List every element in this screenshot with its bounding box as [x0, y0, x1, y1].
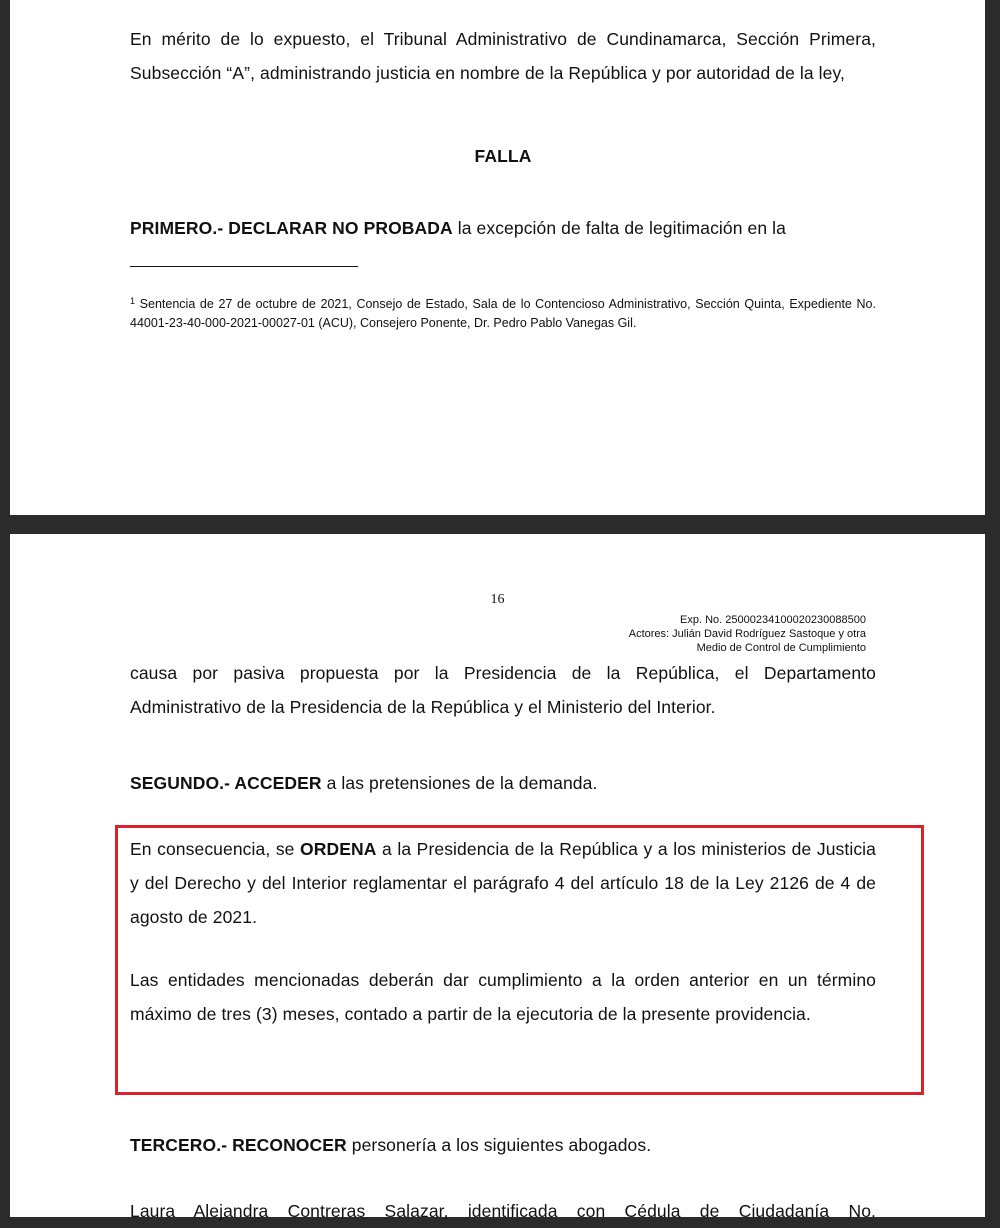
segundo-label: SEGUNDO.- ACCEDER	[130, 773, 322, 793]
header-actores: Actores: Julián David Rodríguez Sastoque y otra	[628, 628, 866, 640]
primero-label: PRIMERO.- DECLARAR NO PROBADA	[130, 218, 453, 238]
footnote-number: 1	[130, 296, 136, 306]
footnote	[130, 292, 876, 333]
tercero-label: TERCERO.- RECONOCER	[130, 1135, 347, 1155]
laura-paragraph: Laura Alejandra Contreras Salazar, identificada con Cédula de Ciudadanía No.	[130, 1201, 876, 1221]
segundo-paragraph	[130, 766, 876, 800]
intro-paragraph: En mérito de lo expuesto, el Tribunal Administrativo de Cundinamarca, Sección Primera, Subsección “A”, administrando justicia en nombre de la República y por autoridad de la ley,	[130, 29, 876, 83]
segundo-text: a las pretensiones de la demanda.	[321, 773, 598, 793]
tercero-text: personería a los siguientes abogados.	[346, 1135, 652, 1155]
document-page-1	[10, 0, 985, 515]
document-page-2	[10, 534, 985, 1221]
continuation-paragraph: causa por pasiva propuesta por la Presidencia de la República, el Departamento Administrativo de la Presidencia de la República y el Ministerio del Interior.	[130, 663, 876, 717]
footnote-text: Sentencia de 27 de octubre de 2021, Consejo de Estado, Sala de lo Contencioso Administrativo, Sección Quinta, Expediente No. 44001-23-40-000-2021-00027-01 (ACU), Consejero Ponente, Dr. Pedro Pablo Vanegas Gil.	[130, 297, 876, 330]
consecuencia-paragraph: En consecuencia, se ORDENA a la Presidencia de la República y a los ministerios de Justicia y del Derecho y del Interior reglamentar el parágrafo 4 del artículo 18 de la Ley 2126 de 4 de agosto de 2021.	[130, 839, 876, 927]
page-number: 16	[490, 592, 505, 607]
header-expediente: Exp. No. 25000234100020230088500	[680, 614, 866, 626]
footnote-separator	[130, 266, 358, 267]
primero-text: la excepción de falta de legitimación en la	[452, 218, 786, 238]
header-medio: Medio de Control de Cumplimiento	[696, 642, 866, 654]
primero-paragraph	[130, 211, 876, 245]
entidades-paragraph: Las entidades mencionadas deberán dar cumplimiento a la orden anterior en un término máximo de tres (3) meses, contado a partir de la ejecutoria de la presente providencia.	[130, 970, 876, 1024]
falla-heading: FALLA	[474, 146, 532, 166]
ordena-label: ORDENA	[300, 839, 377, 859]
tercero-paragraph	[130, 1128, 876, 1162]
